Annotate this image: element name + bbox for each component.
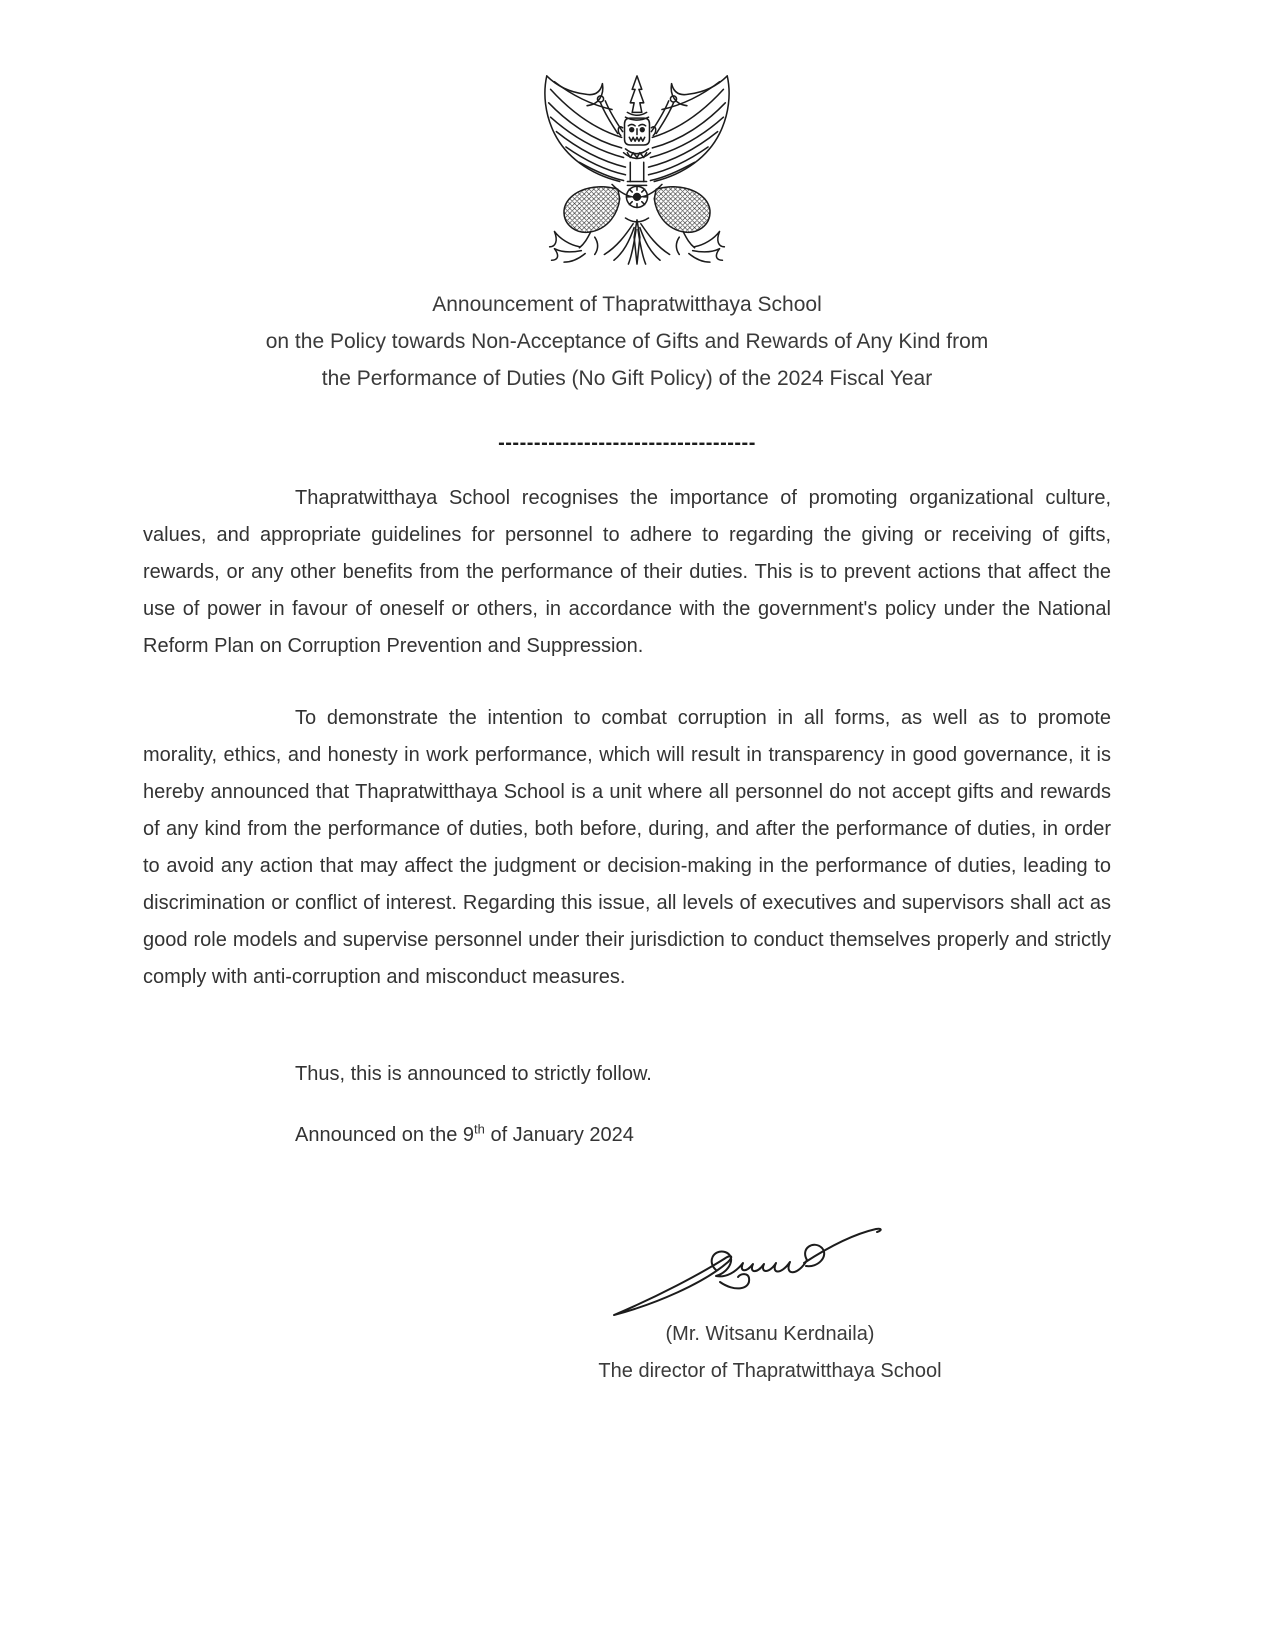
title-line-1: Announcement of Thapratwitthaya School: [432, 293, 822, 316]
ordinal-superscript: th: [474, 1121, 485, 1137]
paragraph-2: To demonstrate the intention to combat corruption in all forms, as well as to promote morality, ethics, and honesty in work performance, which will result in transparency in good governance, it is hereby announced that Thapratwitthaya School is a unit where all personnel do not accept gifts and rewards of any kind from the performance of duties, both before, during, and after the performance of duties, in order to avoid any action that may affect the judgment or decision-making in the performance of duties, leading to discrimination or conflict of interest. Regarding this issue, all levels of executives and supervisors shall act as good role models and supervise personnel under their jurisdiction to conduct themselves properly and strictly comply with anti-corruption and misconduct measures.: [143, 707, 1111, 988]
document-title: [143, 286, 1111, 397]
announce-suffix: of January 2024: [484, 1124, 634, 1146]
title-line-3: the Performance of Duties (No Gift Policy) of the 2024 Fiscal Year: [321, 367, 933, 390]
document-body: [143, 480, 1111, 1154]
announcement-date-line: [143, 1117, 1111, 1154]
announce-prefix: Announced on the 9: [295, 1124, 475, 1146]
signature-icon: [604, 1216, 890, 1320]
dashed-separator: ------------------------------------: [498, 432, 756, 454]
signatory-title: The director of Thapratwitthaya School: [598, 1360, 942, 1382]
paragraph-1: Thapratwitthaya School recognises the importance of promoting organizational culture, values, and appropriate guidelines for personnel to adhere to regarding the giving or receiving of gifts, rewards, or any other benefits from the performance of their duties. This is to prevent actions that affect the use of power in favour of oneself or others, in accordance with the government's policy under the National Reform Plan on Corruption Prevention and Suppression.: [143, 487, 1111, 657]
signatory-name: (Mr. Witsanu Kerdnaila): [665, 1323, 875, 1345]
signatory-block: [490, 1316, 1050, 1390]
closing-line: Thus, this is announced to strictly follow.: [295, 1063, 652, 1085]
title-line-2: on the Policy towards Non-Acceptance of Gifts and Rewards of Any Kind from: [265, 330, 989, 353]
garuda-emblem-icon: [541, 72, 733, 268]
